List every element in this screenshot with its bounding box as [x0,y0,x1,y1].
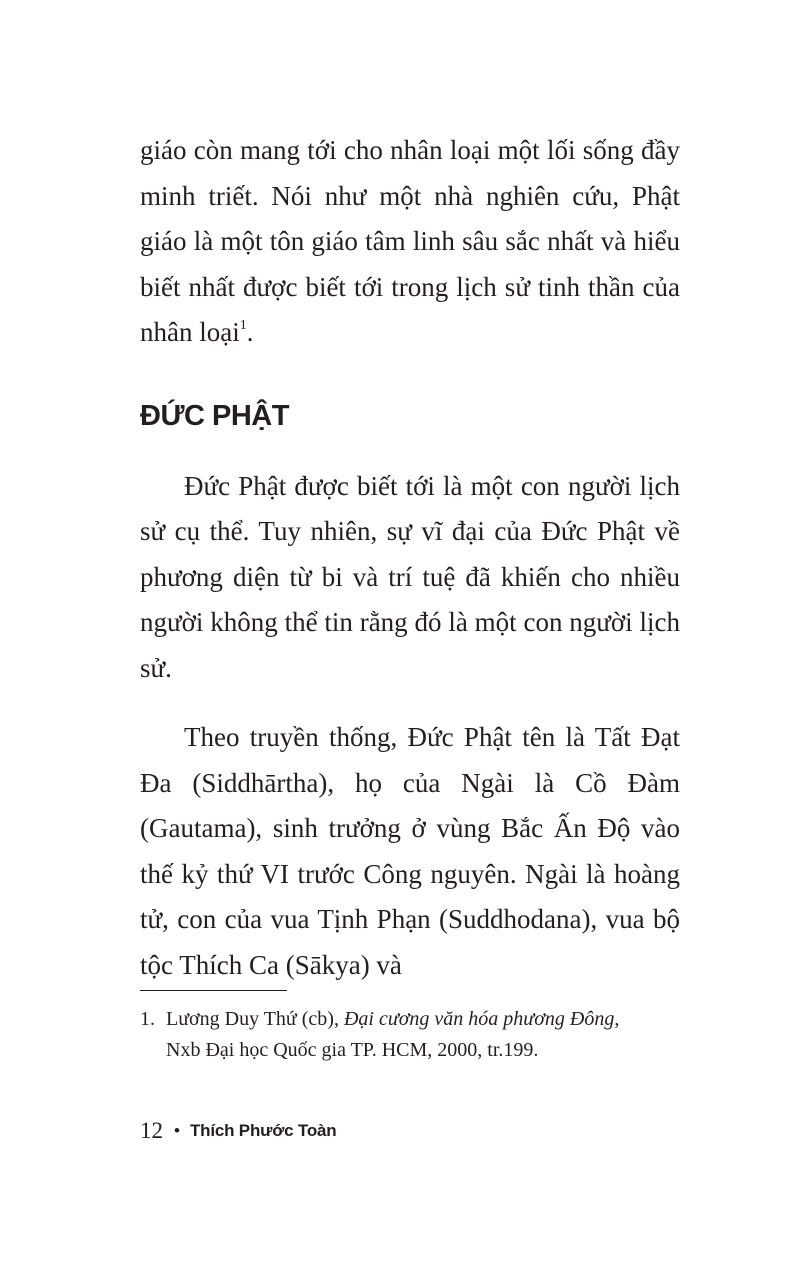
footnote-title: Đại cương văn hóa phương Đông [343,1008,615,1030]
footnote-author: Lương Duy Thứ (cb), [166,1008,344,1030]
footer-author: Thích Phước Toàn [189,1121,337,1140]
page-footer [140,1114,336,1148]
paragraph-intro-text: giáo còn mang tới cho nhân loại một lối sống đầy minh triết. Nói như một nhà nghiên cứu, Phật giáo là một tôn giáo tâm linh sâu sắc nhất và hiểu biết nhất được biết tới trong lịch sử tinh thần của nhân loại [140,135,680,347]
footnote-line-1 [140,1004,685,1035]
section-heading: ĐỨC PHẬT [140,399,289,432]
paragraph-buddha-historical: Đức Phật được biết tới là một con người lịch sử cụ thể. Tuy nhiên, sự vĩ đại của Đức Phật về phương diện từ bi và trí tuệ đã khiến cho nhiều người không thể tin rằng đó là một con người lịch sử. [140,470,680,683]
paragraph-intro [140,128,680,356]
paragraph-tradition: Theo truyền thống, Đức Phật tên là Tất Đạt Đa (Siddhārtha), họ của Ngài là Cồ Đàm (Gautama), sinh trưởng ở vùng Bắc Ấn Độ vào thế kỷ thứ VI trước Công nguyên. Ngài là hoàng tử, con của vua Tịnh Phạn (Suddhodana), vua bộ tộc Thích Ca (Sākya) và [140,722,680,980]
footnote-divider [140,990,287,991]
footnote-reference: 1 [239,318,247,333]
footnote [140,1004,685,1066]
footnote-title-comma: , [614,1008,620,1030]
footnote-number: 1. [140,1008,155,1030]
page-body [140,128,680,988]
page-number: 12 [140,1118,163,1143]
footer-bullet: • [174,1121,180,1140]
footnote-line-2: Nxb Đại học Quốc gia TP. HCM, 2000, tr.199. [166,1039,539,1061]
paragraph-intro-end: . [246,317,254,347]
